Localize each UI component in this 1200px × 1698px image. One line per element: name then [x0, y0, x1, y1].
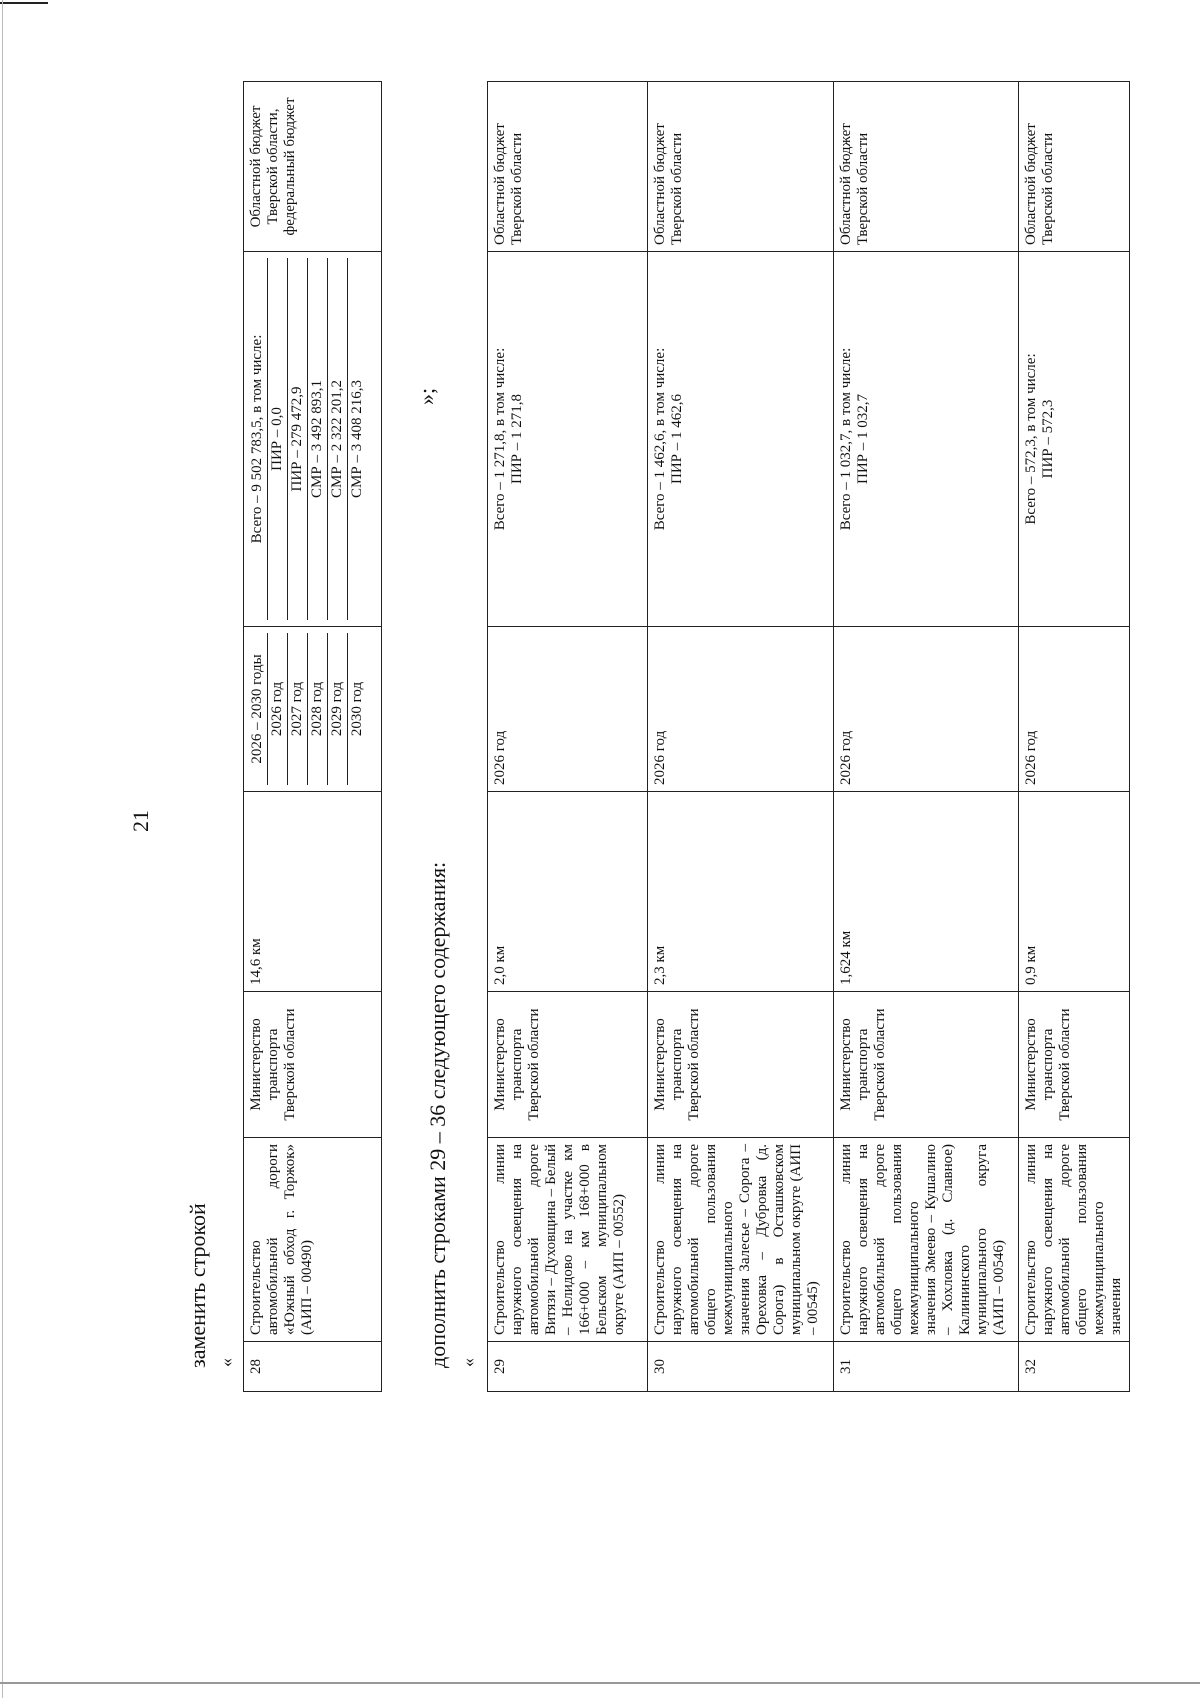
cost-total: Всего – 572,3, в том числе: — [1023, 353, 1039, 525]
add-caption: дополнить строками 29 – 36 следующего содержания: — [425, 861, 450, 1368]
cost-pir: ПИР – 1 271,8 — [509, 394, 525, 485]
cost-total: Всего – 1 271,8, в том числе: — [492, 347, 508, 531]
cost-cell — [488, 252, 648, 627]
year-item: 2030 год — [348, 633, 368, 785]
length: 1,624 км — [834, 792, 1019, 992]
open-quote: « — [458, 1358, 478, 1367]
cost-item: ПИР – 0,0 — [268, 258, 288, 620]
ministry: Министерство транспорта Тверской области — [488, 992, 648, 1138]
ministry: Министерство транспорта Тверской области — [648, 992, 834, 1138]
ministry: Министерство транспорта Тверской области — [834, 992, 1019, 1138]
cost-cell — [648, 252, 834, 627]
cost-total: Всего – 1 032,7, в том числе: — [838, 347, 854, 531]
year-item: 2027 год — [288, 633, 308, 785]
replace-table — [243, 81, 382, 1392]
object-name: Строительство линии наружного освещения на автомобильной дороге общего пользования межмуниципального значения Залесье – Сорога – Ореховка – Дубровка (д. Сорога) в Осташковском муниципальном округе (АИП – 00545) — [648, 1138, 834, 1342]
length: 14,6 км — [244, 792, 382, 992]
ministry: Министерство транспорта Тверской области — [244, 992, 382, 1138]
object-name: Строительство линии наружного освещения на автомобильной дороге Витязи – Духовщина – Белый – Нелидово на участке км 166+000 – км 168+000 в Бельском муниципальном округе (АИП – 00552) — [488, 1138, 648, 1342]
table-row — [1019, 82, 1130, 1392]
years-cell — [244, 627, 382, 792]
length: 2,0 км — [488, 792, 648, 992]
funding-source: Областной бюджет Тверской области, федеральный бюджет — [244, 82, 382, 252]
cost-item: СМР – 3 492 893,1 — [308, 258, 328, 620]
ministry: Министерство транспорта Тверской области — [1019, 992, 1130, 1138]
row-number: 29 — [488, 1342, 648, 1392]
funding-source: Областной бюджет Тверской области — [834, 82, 1019, 252]
year-item: 2026 год — [268, 633, 288, 785]
cost-pir: ПИР – 1 032,7 — [855, 394, 871, 485]
replace-caption: заменить строкой — [185, 1203, 210, 1368]
row-number: 31 — [834, 1342, 1019, 1392]
year: 2026 год — [648, 627, 834, 792]
year: 2026 год — [1019, 627, 1130, 792]
cost-total: Всего – 9 502 783,5, в том числе: — [249, 334, 265, 544]
year: 2026 год — [488, 627, 648, 792]
cost-item: СМР – 2 322 201,2 — [328, 258, 348, 620]
cost-pir: ПИР – 572,3 — [1040, 399, 1056, 479]
add-table — [487, 81, 1130, 1392]
funding-source: Областной бюджет Тверской области — [488, 82, 648, 252]
cost-item: ПИР – 279 472,9 — [288, 258, 308, 620]
row-number: 30 — [648, 1342, 834, 1392]
row-number: 28 — [244, 1342, 382, 1392]
cost-cell — [834, 252, 1019, 627]
cost-total: Всего – 1 462,6, в том числе: — [652, 347, 668, 531]
closing-quote: »; — [414, 387, 439, 405]
table-row — [834, 82, 1019, 1392]
table-row — [648, 82, 834, 1392]
object-name: Строительство линии наружного освещения на автомобильной дороге общего пользования межмуниципального значения — [1019, 1138, 1130, 1342]
object-name: Строительство линии наружного освещения на автомобильной дороге общего пользования межмуниципального значения Змеево – Кушалино – Хохловка (д. Славное) Калининского муниципального округа (АИП – 00546) — [834, 1138, 1019, 1342]
year-item: 2029 год — [328, 633, 348, 785]
cost-item: СМР – 3 408 216,3 — [348, 258, 368, 620]
open-quote: « — [216, 1358, 236, 1367]
table-row — [244, 82, 382, 1392]
costs-cell — [244, 252, 382, 627]
year-item: 2028 год — [308, 633, 328, 785]
object-name: Строительство автомобильной дороги «Южный обход г. Торжок» (АИП – 00490) — [244, 1138, 382, 1342]
funding-source: Областной бюджет Тверской области — [648, 82, 834, 252]
table-row — [488, 82, 648, 1392]
years-total: 2026 – 2030 годы — [249, 654, 265, 764]
length: 2,3 км — [648, 792, 834, 992]
cost-pir: ПИР – 1 462,6 — [669, 394, 685, 485]
page-number: 21 — [128, 810, 153, 832]
cost-cell — [1019, 252, 1130, 627]
length: 0,9 км — [1019, 792, 1130, 992]
funding-source: Областной бюджет Тверской области — [1019, 82, 1130, 252]
row-number: 32 — [1019, 1342, 1130, 1392]
year: 2026 год — [834, 627, 1019, 792]
